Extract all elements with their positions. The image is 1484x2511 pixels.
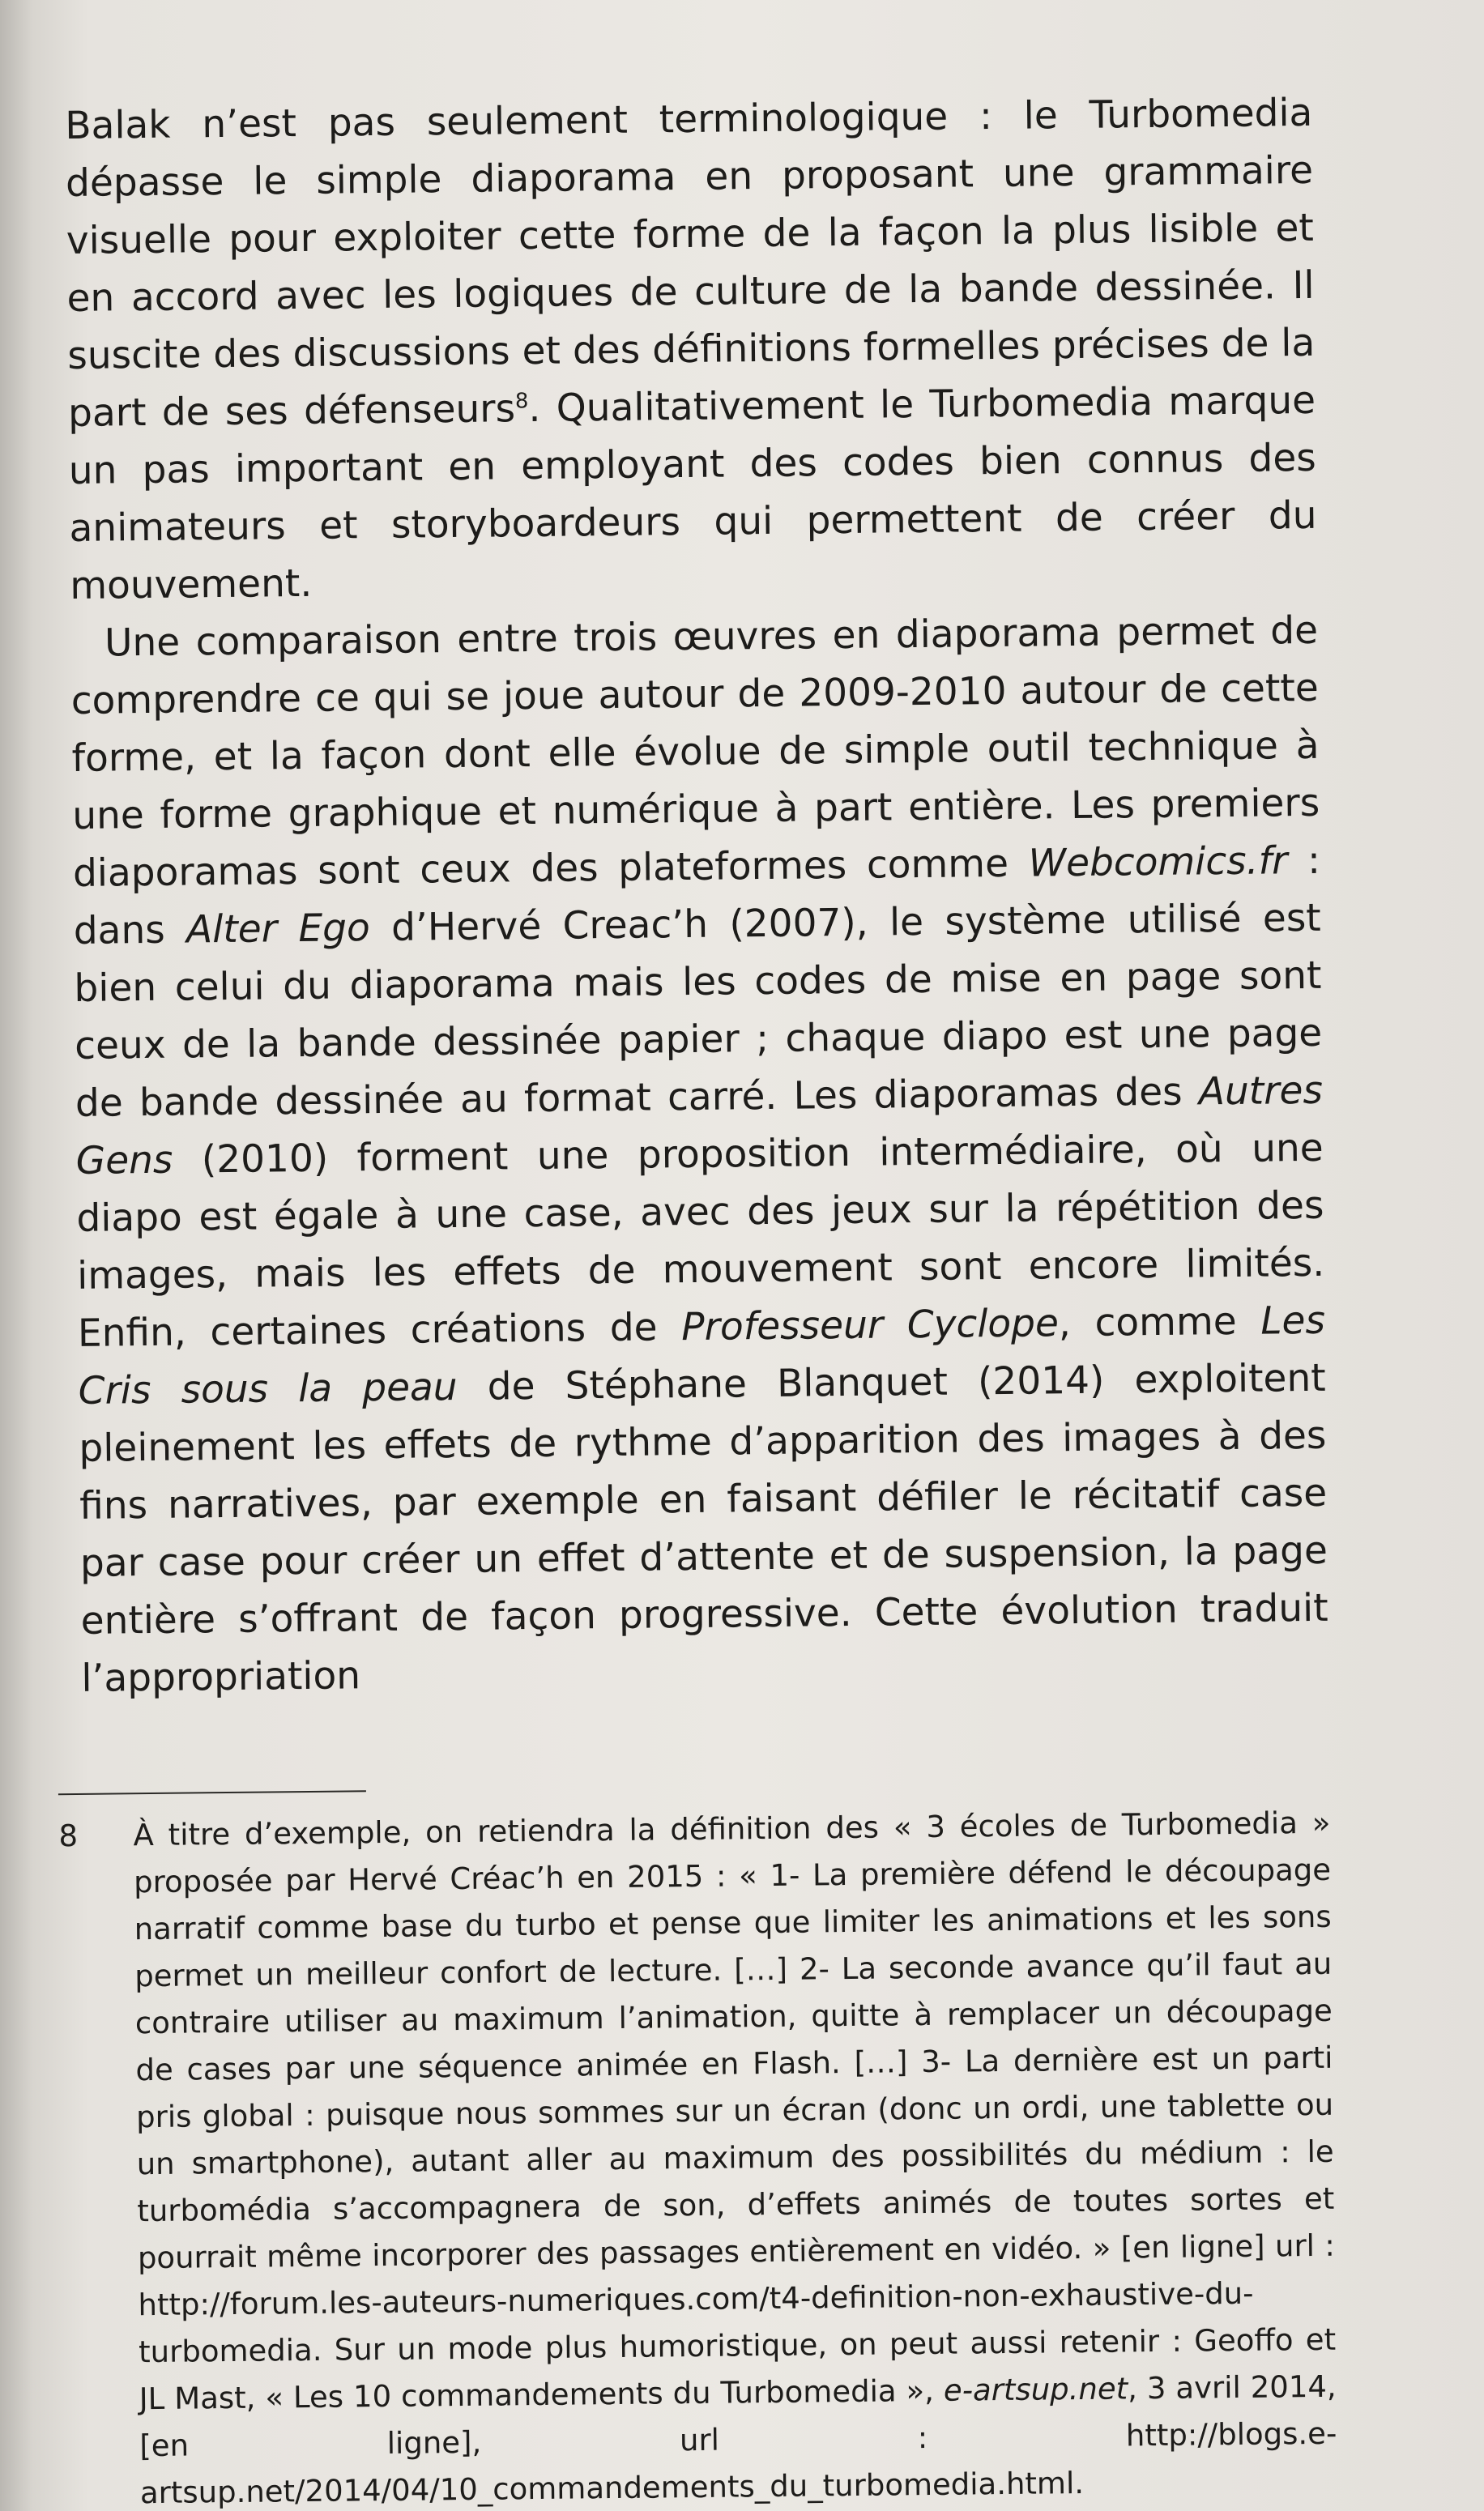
footnote-text [133, 1800, 1337, 2511]
footnote-text-a: À titre d’exemple, on retiendra la définition des « 3 écoles de Turbomedia » proposée par Hervé Créac’h en 2015 : « 1- La première défend le découpage narratif comme base du turbo et pense que limiter les animations et les sons permet un meilleur confort de lecture. […] 2- La seconde avance qu’il faut au contraire utiliser au maximum l’animation, quitte à remplacer un découpage de cases par une séquence animée en Flash. […] 3- La dernière est un parti pris global : puisque nous sommes sur un écran (donc un ordi, une tablette ou un smartphone), autant aller au maximum des possibilités du médium : le turbomédia s’accompagnera de son, d’effets animés de toutes sortes et pourrait même incorporer des passages entièrement en vidéo. » [en ligne] url : http://forum.les-auteurs-numeriques.com/t4-definition-non-exhaustive-du-turbomedia. Sur un mode plus humoristique, on peut aussi retenir : Geoffo et JL Mast, « Les 10 commandements du Turbomedia », [133, 1805, 1337, 2417]
footnote-text-b: , 3 avril 2014, [en ligne], url : http://blogs.e-artsup.net/2014/04/10_commandements_du_turbomedia.html. [139, 2368, 1337, 2511]
page-content [58, 84, 1337, 2511]
italic-professeur-cyclope: Professeur Cyclope [680, 1301, 1060, 1350]
paragraph-1-text-a: Balak n’est pas seulement terminologique : le Turbomedia dépasse le simple diaporama en proposant une grammaire visuelle pour exploiter cette forme de la façon la plus lisible et en accord avec les logiques de culture de la bande dessinée. Il suscite des discussions et des définitions formelles précises de la part de ses défenseurs [65, 90, 1316, 436]
paragraph-2 [70, 602, 1329, 1707]
body-text [65, 84, 1329, 1707]
italic-les-cris: Les Cris sous la peau [78, 1298, 1326, 1413]
italic-site: e-artsup.net [943, 2371, 1128, 2408]
paragraph-2-text-d: (2010) forment une proposition intermédiaire, où une diapo est égale à une case, avec des jeux sur la répétition des images, mais les effets de mouvement sont encore limités. Enfin, certaines créations de [76, 1125, 1325, 1356]
italic-autres-gens: Autres Gens [75, 1068, 1324, 1183]
footnote-separator [58, 1790, 366, 1795]
paragraph-2-text-a: Une comparaison entre trois œuvres en diaporama permet de comprendre ce qui se joue autour de 2009-2010 autour de cette forme, et la façon dont elle évolue de simple outil technique à une forme graphique et numérique à part entière. Les premiers diaporamas sont ceux des plateformes comme [70, 608, 1320, 896]
footnote [58, 1800, 1337, 2511]
italic-alter-ego: Alter Ego [186, 906, 370, 953]
paragraph-2-text-c: d’Hervé Creac’h (2007), le système utilisé est bien celui du diaporama mais les codes de mise en page sont ceux de la bande dessinée papier ; chaque diapo est une page de bande dessinée au format carré. Les diaporamas des [74, 895, 1323, 1126]
paragraph-1 [65, 84, 1318, 615]
paragraph-2-text-b: : dans [73, 838, 1321, 953]
italic-webcomics: Webcomics.fr [1028, 838, 1288, 886]
paragraph-2-text-f: de Stéphane Blanquet (2014) exploitent pleinement les effets de rythme d’apparition des images à des fins narratives, par exemple en faisant défiler le récitatif case par case pour créer un effet d’attente et de suspension, la page entière s’offrant de façon progressive. Cette évolution traduit l’appropriation [79, 1355, 1328, 1701]
paragraph-2-text-e: , comme [1058, 1298, 1261, 1346]
footnote-reference: 8 [514, 389, 529, 414]
page-edge-shadow [0, 0, 32, 2511]
paragraph-1-text-b: . Qualitativement le Turbomedia marque un pas important en employant des codes bien connus des animateurs et storyboardeurs qui permettent de créer du mouvement. [68, 377, 1317, 608]
footnote-number: 8 [58, 1818, 79, 1854]
